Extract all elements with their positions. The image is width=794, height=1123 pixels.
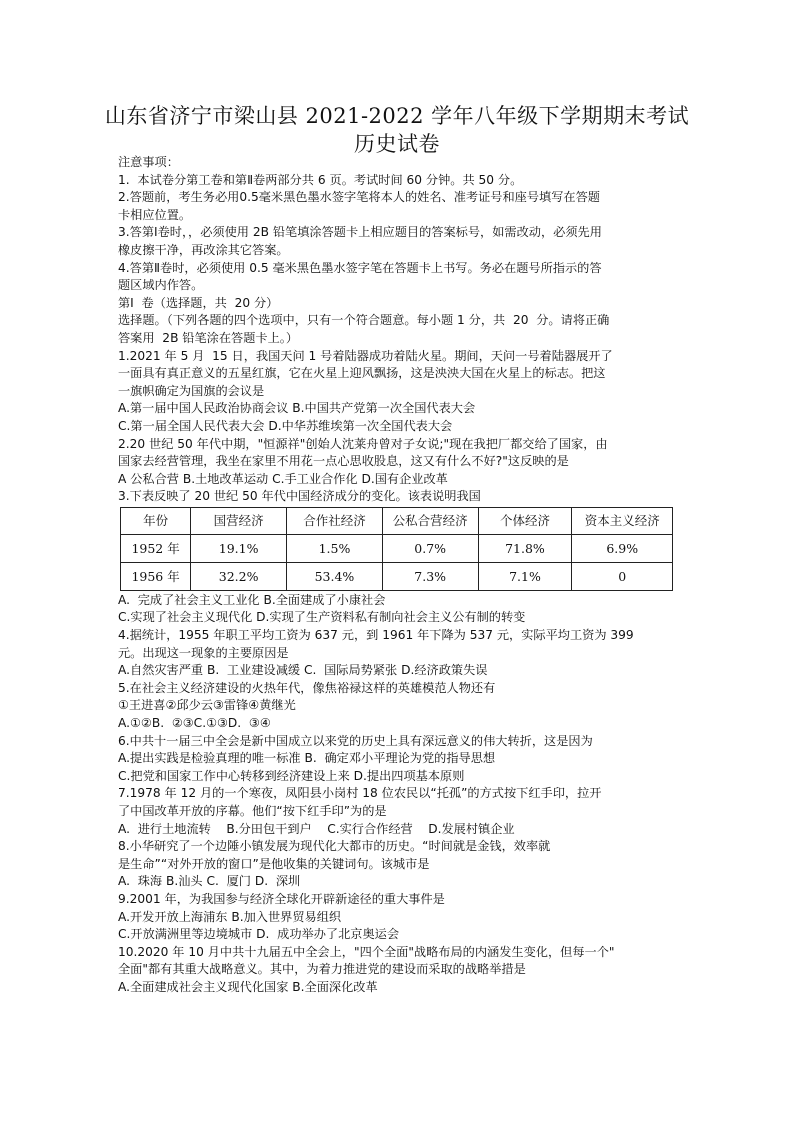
text-line: C.实现了社会主义现代化 D.实现了生产资料私有制向社会主义公有制的转变 <box>118 610 526 625</box>
text-line: A.全面建成社会主义现代化国家 B.全面深化改革 <box>118 979 378 994</box>
text-line: C.开放满洲里等边境城市 D. 成功举办了北京奥运会 <box>118 927 400 942</box>
exam-title: 山东省济宁市梁山县 2021-2022 学年八年级下学期期末考试 <box>104 104 690 128</box>
text-line: A. 完成了社会主义工业化 B.全面建成了小康社会 <box>118 592 386 607</box>
text-line: 一面具有真正意义的五星红旗，它在火星上迎风飘扬，这是泱泱大国在火星上的标志。把这 <box>118 366 606 381</box>
table-row <box>121 562 673 590</box>
table-header-cell: 个体经济 <box>478 507 572 534</box>
text-line: A.第一届中国人民政治协商会议 B.中国共产党第一次全国代表大会 <box>118 401 476 416</box>
text-line: 1. 本试卷分第工卷和第Ⅱ卷两部分共 6 页。考试时间 60 分钟。共 50 分。 <box>118 172 523 187</box>
notes-section <box>118 154 678 506</box>
table-row <box>121 534 673 562</box>
table-cell: 6.9% <box>572 534 673 562</box>
table-cell: 0.7% <box>382 534 478 562</box>
text-line: C.第一届全国人民代表大会 D.中华苏维埃第一次全国代表大会 <box>118 418 453 433</box>
text-line: 答案用 2B 铅笔涂在答题卡上。） <box>118 330 299 345</box>
table-cell: 1952 年 <box>121 534 191 562</box>
text-line: C.把党和国家工作中心转移到经济建设上来 D.提出四项基本原则 <box>118 768 465 783</box>
text-line: 第Ⅰ 卷（选择题，共 20 分） <box>118 295 279 310</box>
text-line: 国家去经营管理，我坐在家里不用花一点心思收股息，这又有什么不好?"这反映的是 <box>118 454 569 469</box>
table-cell: 7.1% <box>478 562 572 590</box>
text-line: 了中国改革开放的序幕。他们“按下红手印”为的是 <box>118 804 387 818</box>
text-line: A. 珠海 B.汕头 C. 厦门 D. 深圳 <box>118 874 301 889</box>
text-line: 一旗帜确定为国旗的会议是 <box>118 383 265 398</box>
text-line: A.自然灾害严重 B. 工业建设减缓 C. 国际局势紧张 D.经济政策失误 <box>118 663 488 678</box>
text-line: 注意事项： <box>118 155 179 169</box>
text-line: 5.在社会主义经济建设的火热年代，像焦裕禄这样的英雄模范人物还有 <box>118 680 496 695</box>
table-cell: 71.8% <box>478 534 572 562</box>
table-cell: 19.1% <box>191 534 287 562</box>
text-line: A.①②B. ②③C.①③D. ③④ <box>118 716 271 731</box>
text-line: 是生命”“对外开放的窗口”是他收集的关键词句。该城市是 <box>118 856 430 871</box>
table-header-cell: 国营经济 <box>191 507 287 534</box>
text-line: 6.中共十一届三中全会是新中国成立以来党的历史上具有深远意义的伟大转折，这是因为 <box>118 733 593 748</box>
questions-section <box>118 592 678 997</box>
table-header-cell: 合作社经济 <box>287 507 383 534</box>
text-line: 7.1978 年 12 月的一个寒夜，凤阳县小岗村 18 位农民以“托孤”的方式按下红手印，拉开 <box>118 786 602 801</box>
text-line: 3.答第Ⅰ卷时，，必须使用 2B 铅笔填涂答题卡上相应题目的答案标号，如需改动，必须先用 <box>118 225 602 240</box>
exam-subtitle: 历史试卷 <box>354 132 440 156</box>
text-line: 2.答题前，考生务必用0.5毫米黑色墨水签字笔将本人的姓名、准考证号和座号填写在答题 <box>118 190 600 205</box>
table-header-cell: 年份 <box>121 507 191 534</box>
text-line: A.开发开放上海浦东 B.加入世界贸易组织 <box>118 909 342 924</box>
exam-body <box>118 154 678 997</box>
table-cell: 53.4% <box>287 562 383 590</box>
text-line: 10.2020 年 10 月中共十九届五中全会上，"四个全面"战略布局的内涵发生变化，但每一个" <box>118 944 615 959</box>
table-cell: 7.3% <box>382 562 478 590</box>
text-line: 2.20 世纪 50 年代中期，"恒源祥"创始人沈莱舟曾对子女说;"现在我把厂都交给了国家，由 <box>118 436 608 451</box>
text-line: A.提出实践是检验真理的唯一标准 B. 确定邓小平理论为党的指导思想 <box>118 751 496 766</box>
table-header-cell: 资本主义经济 <box>572 507 673 534</box>
text-line: 选择题。（下列各题的四个选项中，只有一个符合题意。每小题 1 分，共 20 分。请将正确 <box>118 313 610 328</box>
text-line: 4.据统计，1955 年职工平均工资为 637 元，到 1961 年下降为 537 元，实际平均工资为 399 <box>118 628 634 643</box>
text-line: 题区域内作答。 <box>118 278 204 293</box>
text-line: 全面"都有其重大战略意义。其中，为着力推进党的建设而采取的战略举措是 <box>118 962 526 977</box>
text-line: 元。出现这一现象的主要原因是 <box>118 645 289 660</box>
text-line: 橡皮擦干净，再改涂其它答案。 <box>118 242 289 257</box>
text-line: A. 进行土地流转 B.分田包干到户 C.实行合作经营 D.发展村镇企业 <box>118 821 515 836</box>
economy-table <box>120 507 673 591</box>
text-line: A 公私合营 B.土地改革运动 C.手工业合作化 D.国有企业改革 <box>118 471 448 486</box>
text-line: 卡相应位置。 <box>118 207 192 222</box>
text-line: 1.2021 年 5 月 15 日，我国天问 1 号着陆器成功着陆火星。期间，天问一号着陆器展开了 <box>118 348 613 363</box>
text-line: 3.下表反映了 20 世纪 50 年代中国经济成分的变化。该表说明我国 <box>118 489 481 504</box>
text-line: 4.答第Ⅱ卷时，必须使用 0.5 毫米黑色墨水签字笔在答题卡上书写。务必在题号所指示的答 <box>118 260 602 275</box>
table-header-row <box>121 507 673 534</box>
table-cell: 32.2% <box>191 562 287 590</box>
table-cell: 0 <box>572 562 673 590</box>
table-cell: 1.5% <box>287 534 383 562</box>
text-line: 8.小华研究了一个边陲小镇发展为现代化大都市的历史。“时间就是金钱，效率就 <box>118 839 551 854</box>
table-header-cell: 公私合营经济 <box>382 507 478 534</box>
text-line: ①王进喜②邱少云③雷锋④黄继光 <box>118 698 296 713</box>
table-cell: 1956 年 <box>121 562 191 590</box>
text-line: 9.2001 年，为我国参与经济全球化开辟新途径的重大事件是 <box>118 891 445 906</box>
